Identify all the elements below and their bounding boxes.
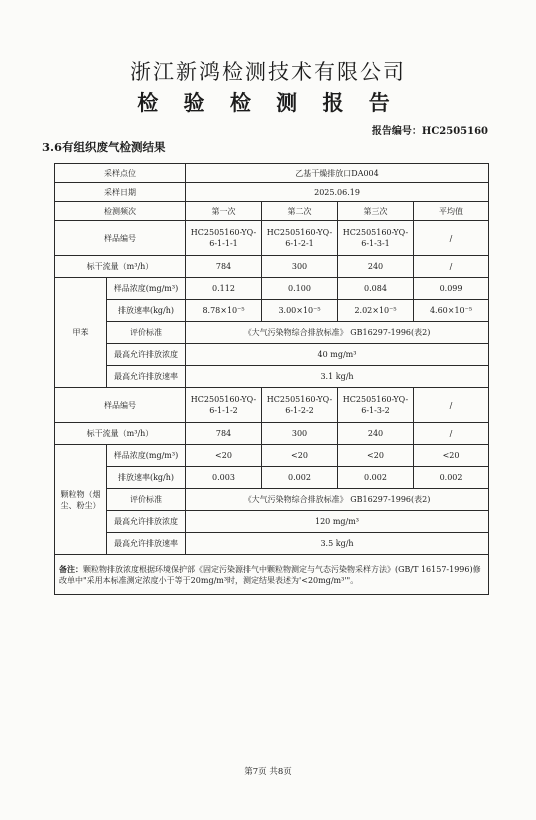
particulate-rate-1: 0.003 <box>186 467 262 489</box>
particulate-pollutant-label: 颗粒物（烟尘、粉尘） <box>55 445 107 555</box>
table-row <box>55 555 489 595</box>
benzene-conc-3: 0.084 <box>338 278 414 300</box>
table-row <box>55 202 489 221</box>
table-row <box>55 445 489 467</box>
benzene-max-conc-label: 最高允许排放浓度 <box>107 344 186 366</box>
particulate-max-conc: 120 mg/m³ <box>186 511 489 533</box>
table-row <box>55 300 489 322</box>
sampling-point-label: 采样点位 <box>55 164 186 183</box>
benzene-conc-2: 0.100 <box>262 278 338 300</box>
benzene-rate-1: 8.78×10⁻⁵ <box>186 300 262 322</box>
benzene-standard-label: 评价标准 <box>107 322 186 344</box>
benzene-rate-label: 排放速率(kg/h) <box>107 300 186 322</box>
particulate-standard-label: 评价标准 <box>107 489 186 511</box>
particulate-sample-no-2: HC2505160-YQ-6-1-2-2 <box>262 388 338 423</box>
particulate-conc-1: <20 <box>186 445 262 467</box>
benzene-flow-label: 标干流量（m³/h） <box>55 256 186 278</box>
table-row <box>55 511 489 533</box>
table-row <box>55 467 489 489</box>
sampling-date-value: 2025.06.19 <box>186 183 489 202</box>
benzene-max-rate-label: 最高允许排放速率 <box>107 366 186 388</box>
note-text: 颗粒物排放浓度根据环境保护部《固定污染源排气中颗粒物测定与气态污染物采样方法》(GB/T 16157-1996)修改单中"采用本标准测定浓度小于等于20mg/m³时，测定结果表述为'<20mg/m³'"。 <box>59 564 481 585</box>
benzene-flow-3: 240 <box>338 256 414 278</box>
particulate-rate-avg: 0.002 <box>414 467 489 489</box>
note-cell <box>55 555 489 595</box>
benzene-flow-2: 300 <box>262 256 338 278</box>
particulate-conc-avg: <20 <box>414 445 489 467</box>
report-title: 检 验 检 测 报 告 <box>137 91 399 115</box>
company-name: 浙江新鸿检测技术有限公司 <box>130 60 406 84</box>
benzene-sample-no-2: HC2505160-YQ-6-1-2-1 <box>262 221 338 256</box>
benzene-rate-2: 3.00×10⁻⁵ <box>262 300 338 322</box>
benzene-rate-avg: 4.60×10⁻⁵ <box>414 300 489 322</box>
benzene-sample-no-1: HC2505160-YQ-6-1-1-1 <box>186 221 262 256</box>
table-row <box>55 322 489 344</box>
particulate-flow-3: 240 <box>338 423 414 445</box>
page-footer: 第7页 共8页 <box>244 767 292 777</box>
table-row <box>55 278 489 300</box>
particulate-flow-label: 标干流量（m³/h） <box>55 423 186 445</box>
table-row <box>55 489 489 511</box>
frequency-average: 平均值 <box>414 202 489 221</box>
benzene-sample-no-avg: / <box>414 221 489 256</box>
particulate-rate-label: 排放速率(kg/h) <box>107 467 186 489</box>
particulate-max-conc-label: 最高允许排放浓度 <box>107 511 186 533</box>
particulate-flow-avg: / <box>414 423 489 445</box>
table-row <box>55 366 489 388</box>
benzene-flow-avg: / <box>414 256 489 278</box>
benzene-conc-label: 样品浓度(mg/m³) <box>107 278 186 300</box>
exhaust-gas-results-table <box>54 163 489 595</box>
particulate-sample-no-avg: / <box>414 388 489 423</box>
particulate-conc-label: 样品浓度(mg/m³) <box>107 445 186 467</box>
particulate-rate-3: 0.002 <box>338 467 414 489</box>
particulate-rate-2: 0.002 <box>262 467 338 489</box>
table-row <box>55 423 489 445</box>
particulate-conc-3: <20 <box>338 445 414 467</box>
frequency-3: 第三次 <box>338 202 414 221</box>
note-label: 备注： <box>59 563 83 574</box>
particulate-flow-2: 300 <box>262 423 338 445</box>
particulate-conc-2: <20 <box>262 445 338 467</box>
particulate-max-rate-label: 最高允许排放速率 <box>107 533 186 555</box>
table-row <box>55 164 489 183</box>
sampling-date-label: 采样日期 <box>55 183 186 202</box>
benzene-conc-1: 0.112 <box>186 278 262 300</box>
benzene-flow-1: 784 <box>186 256 262 278</box>
particulate-sample-no-3: HC2505160-YQ-6-1-3-2 <box>338 388 414 423</box>
table-row <box>55 221 489 256</box>
table-row <box>55 388 489 423</box>
sampling-point-value: 乙基干燥排放口DA004 <box>186 164 489 183</box>
benzene-rate-3: 2.02×10⁻⁵ <box>338 300 414 322</box>
table-row <box>55 183 489 202</box>
particulate-flow-1: 784 <box>186 423 262 445</box>
benzene-max-conc: 40 mg/m³ <box>186 344 489 366</box>
table-row <box>55 533 489 555</box>
frequency-label: 检测频次 <box>55 202 186 221</box>
particulate-sample-no-1: HC2505160-YQ-6-1-1-2 <box>186 388 262 423</box>
particulate-sample-no-label: 样品编号 <box>55 388 186 423</box>
particulate-max-rate: 3.5 kg/h <box>186 533 489 555</box>
benzene-sample-no-label: 样品编号 <box>55 221 186 256</box>
benzene-standard: 《大气污染物综合排放标准》 GB16297-1996(表2) <box>186 322 489 344</box>
table-row <box>55 344 489 366</box>
particulate-standard: 《大气污染物综合排放标准》 GB16297-1996(表2) <box>186 489 489 511</box>
benzene-max-rate: 3.1 kg/h <box>186 366 489 388</box>
table-row <box>55 256 489 278</box>
benzene-sample-no-3: HC2505160-YQ-6-1-3-1 <box>338 221 414 256</box>
section-title: 3.6有组织废气检测结果 <box>42 140 166 154</box>
frequency-1: 第一次 <box>186 202 262 221</box>
frequency-2: 第二次 <box>262 202 338 221</box>
benzene-conc-avg: 0.099 <box>414 278 489 300</box>
report-number: 报告编号：HC2505160 <box>371 126 488 137</box>
benzene-pollutant-label: 甲苯 <box>55 278 107 388</box>
